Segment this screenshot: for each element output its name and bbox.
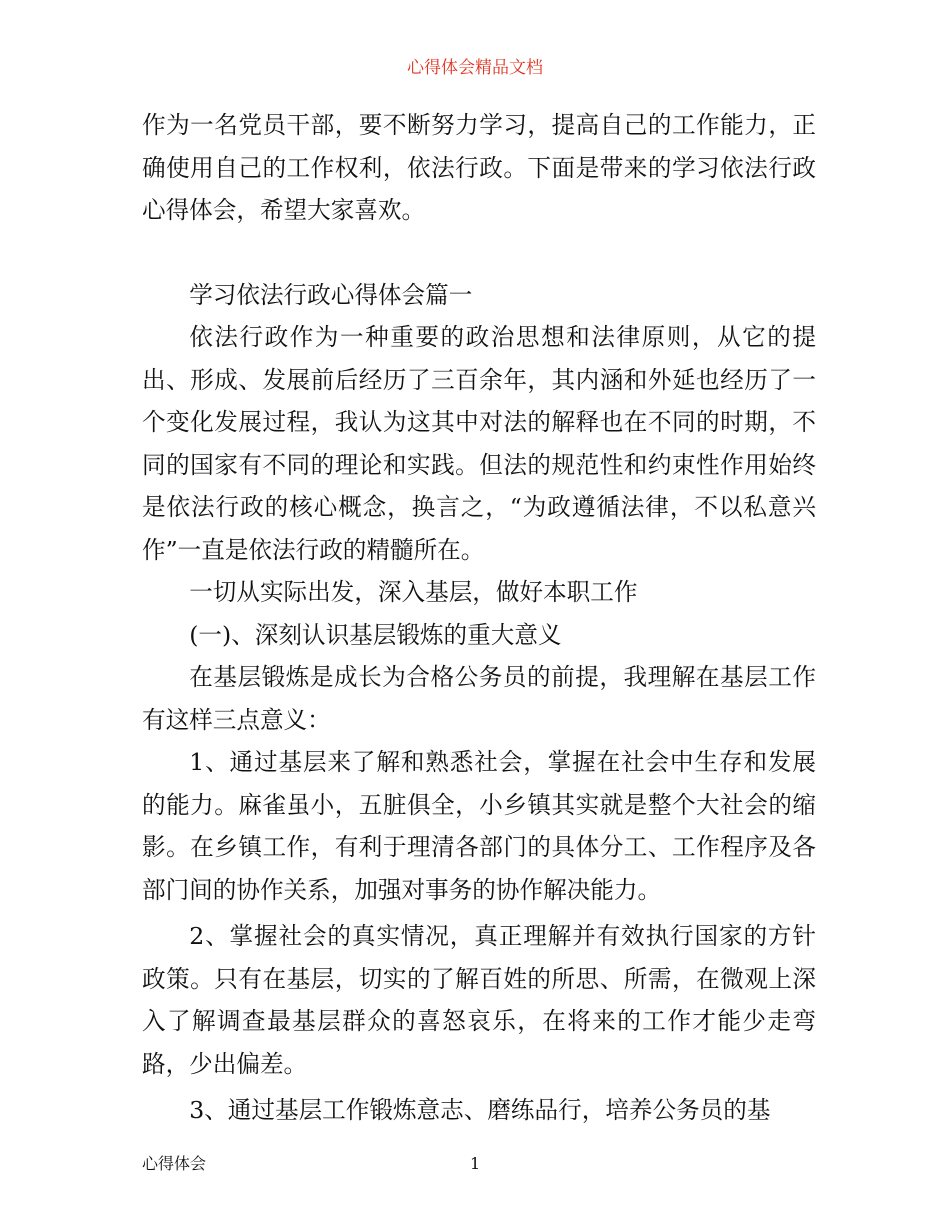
list-item: 3、通过基层工作锻炼意志、磨练品行，培养公务员的基: [189, 1096, 771, 1124]
body-paragraph: 在基层锻炼是成长为合格公务员的前提，我理解在基层工作有这样三点意义：: [142, 663, 816, 734]
page-header: [0, 56, 950, 80]
section-heading: 学习依法行政心得体会篇一: [189, 280, 473, 309]
page-number: 1: [470, 1154, 481, 1173]
footer-label: 心得体会: [142, 1154, 207, 1173]
body-paragraph: 依法行政作为一种重要的政治思想和法律原则，从它的提出、形成、发展前后经历了三百余年，其内涵和外延也经历了一个变化发展过程，我认为这其中对法的解释也在不同的时期，不同的国家有不同的理论和实践。但法的规范性和约束性作用始终是依法行政的核心概念，换言之，“为政遵循法律，不以私意兴作”一直是依法行政的精髓所在。: [142, 323, 816, 564]
page-footer: [142, 1152, 816, 1176]
subheading: 一切从实际出发，深入基层，做好本职工作: [189, 578, 638, 606]
header-title: 心得体会精品文档: [407, 58, 543, 78]
subheading: (一)、深刻认识基层锻炼的重大意义: [189, 620, 562, 649]
list-item: 2、掌握社会的真实情况，真正理解并有效执行国家的方针政策。只有在基层，切实的了解百姓的所思、所需，在微观上深入了解调查最基层群众的喜怒哀乐，在将来的工作才能少走弯路，少出偏差。: [142, 922, 816, 1078]
document-body: [142, 104, 816, 1132]
intro-paragraph: 作为一名党员干部，要不断努力学习，提高自己的工作能力，正确使用自己的工作权利，依法行政。下面是带来的学习依法行政心得体会，希望大家喜欢。: [142, 111, 816, 224]
list-item: 1、通过基层来了解和熟悉社会，掌握在社会中生存和发展的能力。麻雀虽小，五脏俱全，小乡镇其实就是整个大社会的缩影。在乡镇工作，有利于理清各部门的具体分工、工作程序及各部门间的协作关系，加强对事务的协作解决能力。: [142, 748, 816, 904]
